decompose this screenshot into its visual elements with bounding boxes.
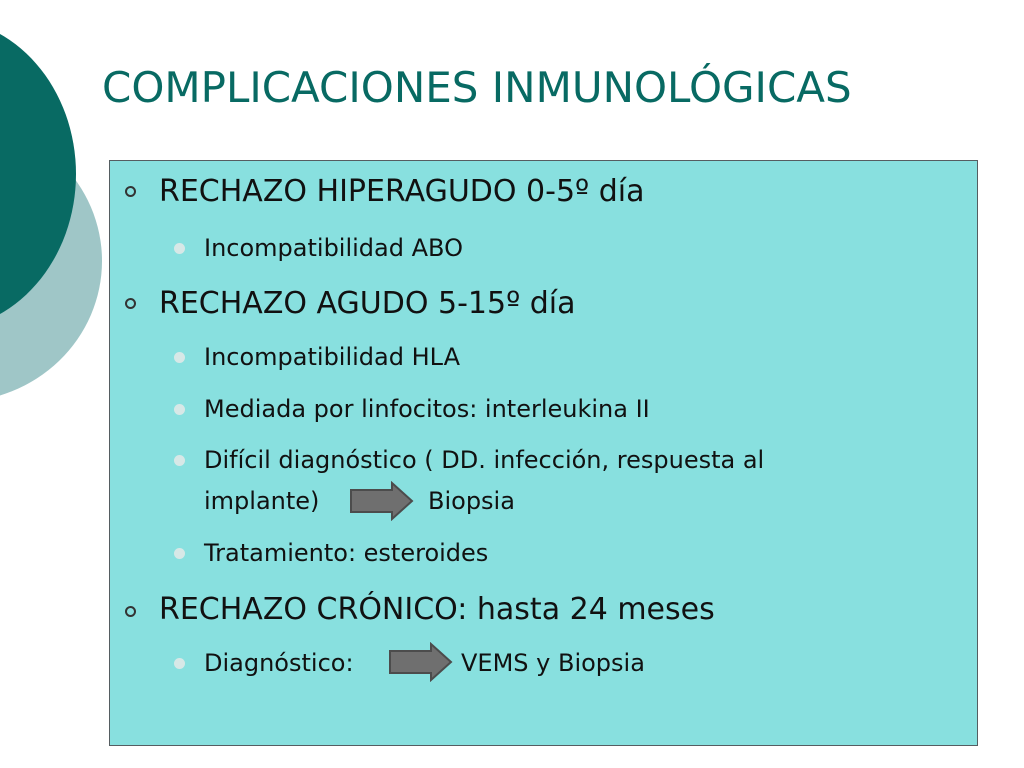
dot-bullet-icon bbox=[174, 548, 185, 559]
main-list-item-acute: RECHAZO AGUDO 5-15º día bbox=[159, 286, 576, 321]
sub-list-item-hla: Incompatibilidad HLA bbox=[204, 343, 460, 371]
vems-biopsy-label: VEMS y Biopsia bbox=[461, 649, 645, 677]
sub-list-item-implant-continuation: implante) bbox=[204, 487, 320, 515]
sub-list-item-diagnosis: Diagnóstico: bbox=[204, 649, 354, 677]
ring-bullet-icon bbox=[125, 186, 136, 197]
sub-list-item-difficult-diagnosis: Difícil diagnóstico ( DD. infección, respuesta al bbox=[204, 446, 765, 474]
ring-bullet-icon bbox=[125, 298, 136, 309]
biopsy-label: Biopsia bbox=[428, 487, 515, 515]
slide-title: COMPLICACIONES INMUNOLÓGICAS bbox=[102, 63, 852, 112]
main-list-item-chronic: RECHAZO CRÓNICO: hasta 24 meses bbox=[159, 592, 715, 627]
right-arrow-icon bbox=[388, 642, 454, 682]
dot-bullet-icon bbox=[174, 455, 185, 466]
dot-bullet-icon bbox=[174, 404, 185, 415]
dot-bullet-icon bbox=[174, 658, 185, 669]
sub-list-item-lymphocytes: Mediada por linfocitos: interleukina II bbox=[204, 395, 650, 423]
content-box bbox=[109, 160, 978, 746]
ring-bullet-icon bbox=[125, 606, 136, 617]
sub-list-item-abo: Incompatibilidad ABO bbox=[204, 234, 463, 262]
sub-list-item-treatment: Tratamiento: esteroides bbox=[204, 539, 489, 567]
dot-bullet-icon bbox=[174, 352, 185, 363]
dot-bullet-icon bbox=[174, 243, 185, 254]
right-arrow-icon bbox=[349, 481, 415, 521]
main-list-item-hyperacute: RECHAZO HIPERAGUDO 0-5º día bbox=[159, 174, 645, 209]
